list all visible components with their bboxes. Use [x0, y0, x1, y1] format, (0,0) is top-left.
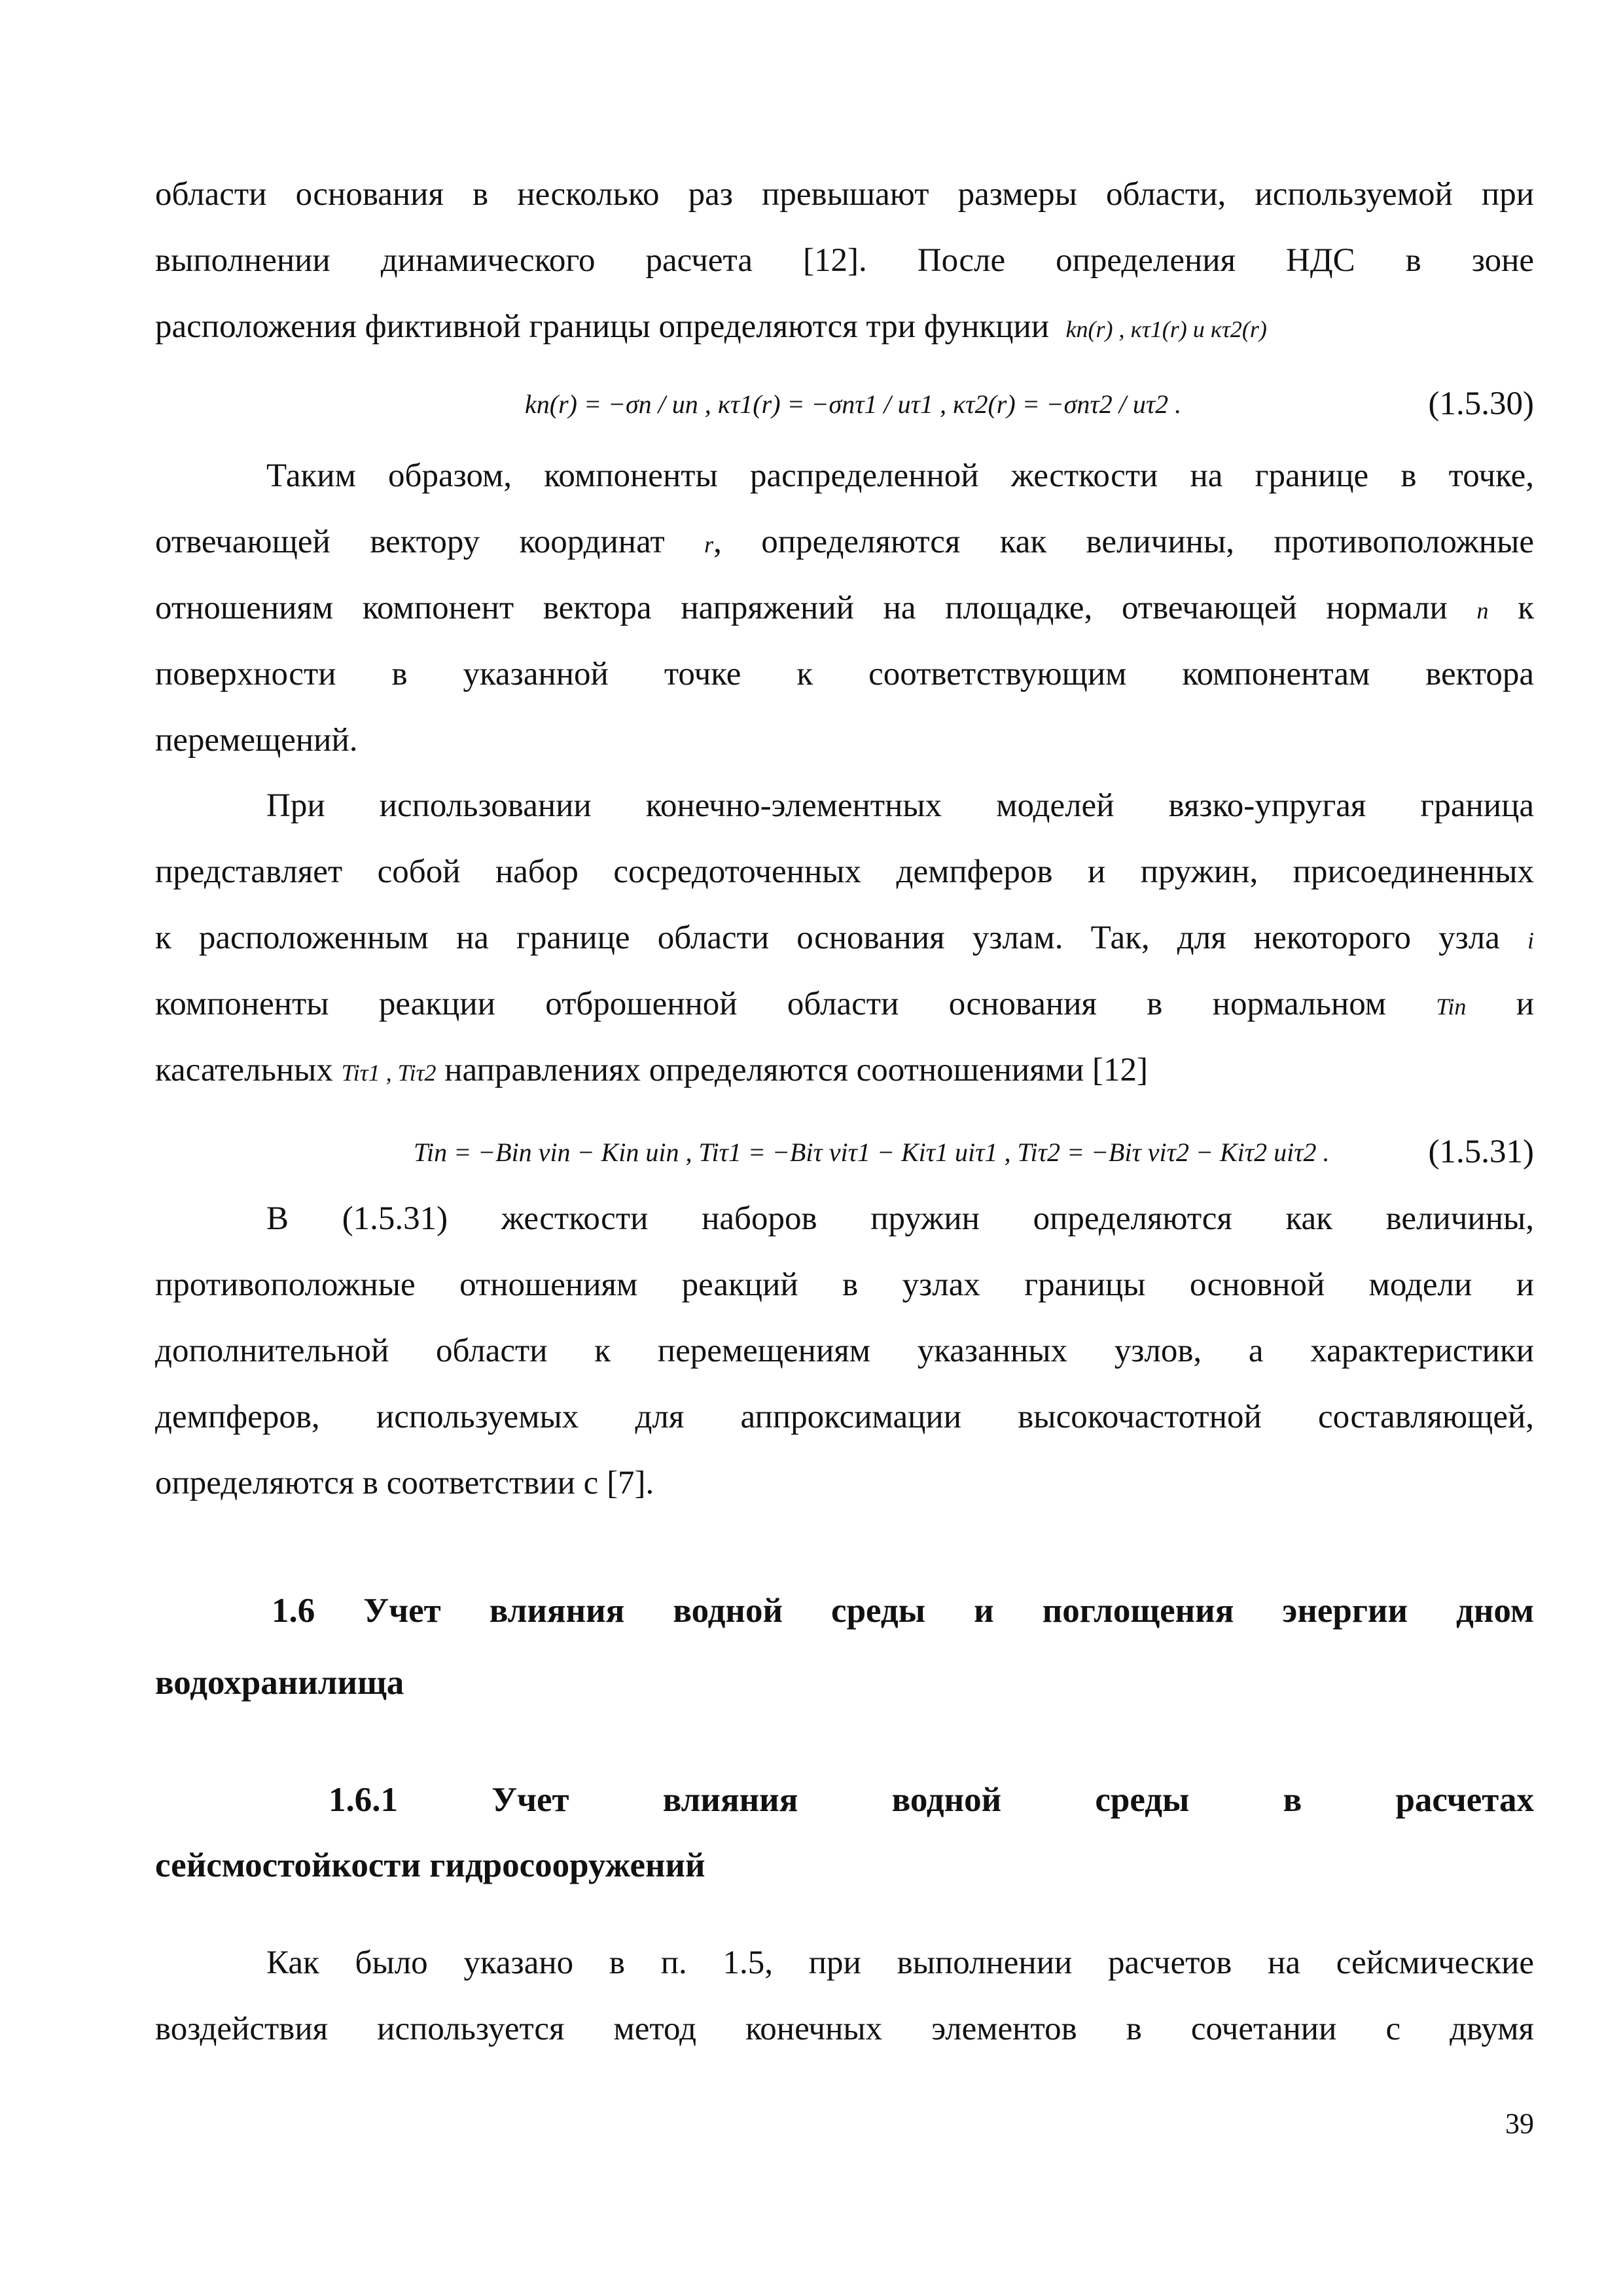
formula-1-5-31	[155, 1119, 1534, 1185]
inline-math-tin: Tin	[1436, 994, 1467, 1020]
paragraph-4-line-2: противоположные отношениям реакций в узлах границы основной модели и	[155, 1266, 1534, 1303]
paragraph-1-line-3-text: расположения фиктивной границы определяются три функции	[155, 308, 1050, 345]
paragraph-3	[155, 773, 1534, 1103]
paragraph-5-line-1: Как было указано в п. 1.5, при выполнении расчетов на сейсмические	[266, 1945, 1534, 1981]
paragraph-2-line-3	[155, 575, 1534, 641]
paragraph-1	[155, 162, 1534, 360]
paragraph-3-line-5b: направлениях определяются соотношениями [12]	[444, 1052, 1148, 1088]
paragraph-3-line-3	[155, 905, 1534, 971]
inline-math-i: i	[1527, 927, 1535, 954]
paragraph-3-line-2: представляет собой набор сосредоточенных демпферов и пружин, присоединенных	[155, 853, 1534, 890]
paragraph-1-line-1: области основания в несколько раз превышают размеры области, используемой при	[155, 176, 1534, 213]
paragraph-2-line-4: поверхности в указанной точке к соответствующим компонентам вектора	[155, 656, 1534, 692]
heading-1-6	[155, 1575, 1534, 1719]
formula-1-5-30-expression: kn(r) = −σn / un , κτ1(r) = −σnτ1 / uτ1 , κτ2(r) = −σnτ2 / uτ2 .	[525, 389, 1182, 419]
inline-math-r: r	[704, 531, 714, 558]
paragraph-5-line-2: воздействия используется метод конечных элементов в сочетании с двумя	[155, 2011, 1534, 2047]
paragraph-4-line-5: определяются в соответствии с [7].	[155, 1465, 654, 1501]
paragraph-4	[155, 1186, 1534, 1516]
formula-1-5-30-number: (1.5.30)	[1428, 386, 1534, 422]
heading-1-6-line-1: 1.6 Учет влияния водной среды и поглощения энергии дном	[272, 1592, 1534, 1630]
paragraph-1-line-3	[155, 294, 1534, 360]
formula-1-5-31-expression: Tin = −Bin vin − Kin uin , Tiτ1 = −Biτ viτ1 − Kiτ1 uiτ1 , Tiτ2 = −Biτ viτ2 − Kiτ2 uiτ2 .	[414, 1138, 1330, 1167]
heading-1-6-1-line-1: 1.6.1 Учет влияния водной среды в расчетах	[329, 1781, 1534, 1819]
heading-1-6-1-line-2: сейсмостойкости гидросооружений	[155, 1846, 705, 1884]
heading-1-6-line-2: водохранилища	[155, 1664, 404, 1702]
paragraph-2-line-2	[155, 509, 1534, 575]
paragraph-3-line-5	[155, 1037, 1534, 1103]
heading-1-6-1	[155, 1767, 1534, 1898]
inline-math-tau: Tiτ1 , Tiτ2	[341, 1060, 437, 1086]
paragraph-3-line-1: При использовании конечно-элементных моделей вязко-упругая граница	[266, 787, 1534, 824]
paragraph-4-line-3: дополнительной области к перемещениям указанных узлов, а характеристики	[155, 1333, 1534, 1369]
page-number: 39	[1505, 2108, 1534, 2140]
paragraph-3-line-4a: компоненты реакции отброшенной области основания в нормальном	[155, 986, 1387, 1022]
paragraph-3-line-4	[155, 971, 1534, 1037]
paragraph-2	[155, 443, 1534, 774]
inline-math-functions: kn(r) , κτ1(r) и κτ2(r)	[1065, 316, 1267, 342]
paragraph-2-line-2a: отвечающей вектору координат	[155, 524, 665, 560]
paragraph-2-line-1: Таким образом, компоненты распределенной жесткости на границе в точке,	[266, 457, 1534, 494]
paragraph-5	[155, 1930, 1534, 2062]
paragraph-3-line-5a: касательных	[155, 1052, 333, 1088]
paragraph-2-line-5: перемещений.	[155, 722, 358, 759]
paragraph-2-line-2b: , определяются как величины, противоположные	[713, 524, 1534, 560]
paragraph-1-line-2: выполнении динамического расчета [12]. После определения НДС в зоне	[155, 242, 1534, 279]
formula-1-5-30	[155, 371, 1534, 437]
paragraph-3-line-4b: и	[1516, 986, 1534, 1022]
paragraph-4-line-1: В (1.5.31) жесткости наборов пружин определяются как величины,	[266, 1200, 1534, 1237]
paragraph-3-line-3a: к расположенным на границе области основания узлам. Так, для некоторого узла	[155, 920, 1500, 956]
paragraph-2-line-3a: отношениям компонент вектора напряжений на площадке, отвечающей нормали	[155, 590, 1448, 626]
inline-math-n: n	[1476, 598, 1489, 624]
paragraph-2-line-3b: к	[1518, 590, 1535, 626]
formula-1-5-31-number: (1.5.31)	[1428, 1134, 1534, 1170]
paragraph-4-line-4: демпферов, используемых для аппроксимации высокочастотной составляющей,	[155, 1399, 1534, 1435]
